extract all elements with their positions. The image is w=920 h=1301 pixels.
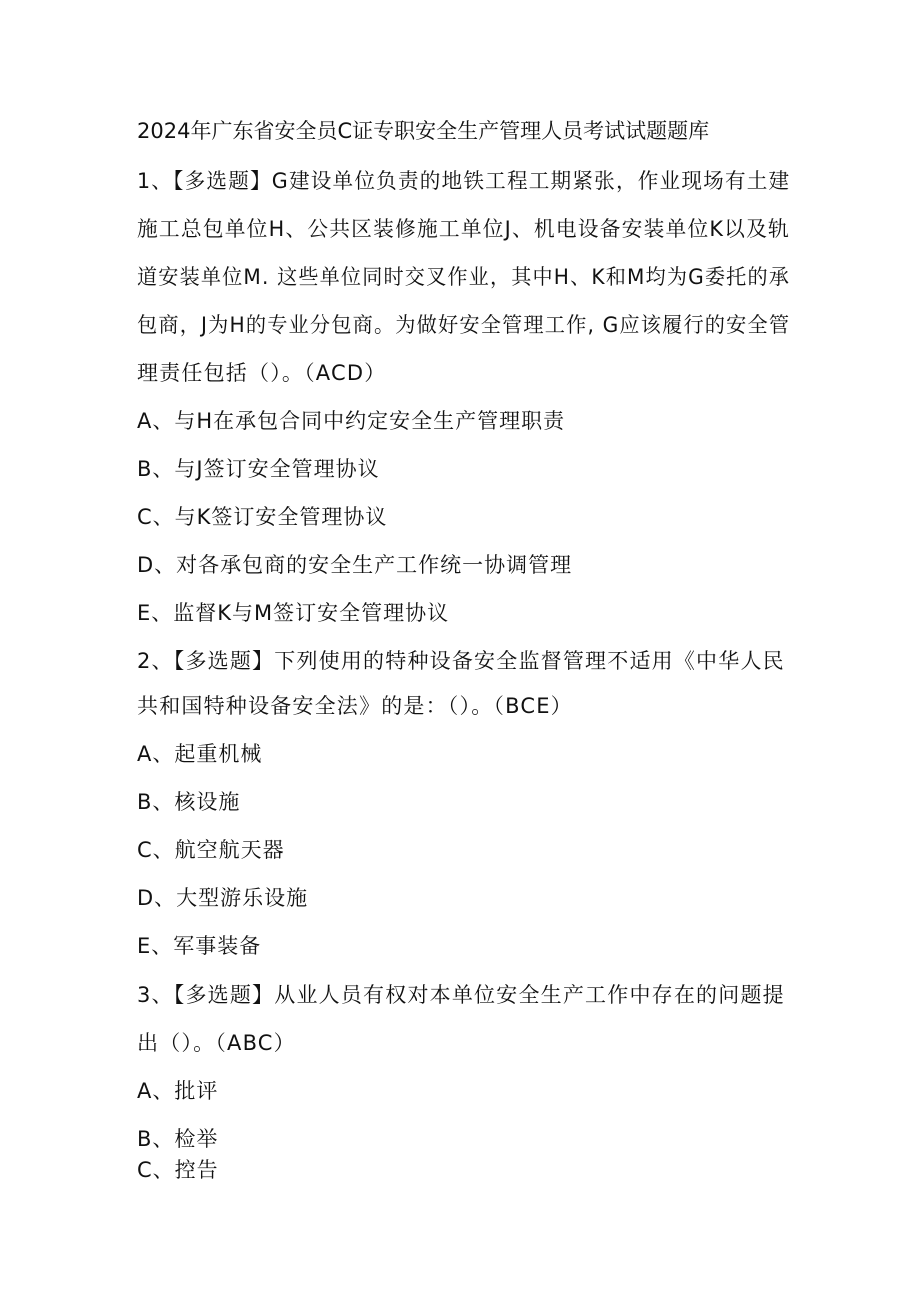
document-title: 2024年广东省安全员C证专职安全生产管理人员考试试题题库 bbox=[137, 119, 710, 143]
question-2-option-b: B、核设施 bbox=[137, 790, 241, 814]
question-1-line-1: 1、【多选题】G建设单位负责的地铁工程工期紧张，作业现场有土建 bbox=[137, 169, 791, 193]
question-3-line-1: 3、【多选题】从业人员有权对本单位安全生产工作中存在的问题提 bbox=[137, 983, 785, 1007]
question-1-option-e: E、监督K与M签订安全管理协议 bbox=[137, 601, 450, 625]
question-1-line-2: 施工总包单位H、公共区装修施工单位J、机电设备安装单位K以及轨 bbox=[137, 217, 790, 241]
question-2-option-d: D、大型游乐设施 bbox=[137, 886, 309, 910]
question-3-option-a: A、批评 bbox=[137, 1079, 219, 1103]
question-2-option-c: C、航空航天器 bbox=[137, 838, 285, 862]
question-1-line-4: 包商，J为H的专业分包商。为做好安全管理工作, G应该履行的安全管 bbox=[137, 313, 791, 337]
question-3-option-c: C、控告 bbox=[137, 1158, 219, 1182]
question-2-line-1: 2、【多选题】下列使用的特种设备安全监督管理不适用《中华人民 bbox=[137, 649, 785, 673]
question-3-line-2: 出（）。（ABC） bbox=[137, 1031, 296, 1055]
question-1-option-c: C、与K签订安全管理协议 bbox=[137, 505, 388, 529]
question-1-option-d: D、对各承包商的安全生产工作统一协调管理 bbox=[137, 553, 573, 577]
question-3-option-b: B、检举 bbox=[137, 1127, 219, 1151]
question-2-line-2: 共和国特种设备安全法》的是：（）。（BCE） bbox=[137, 694, 573, 718]
question-1-line-3: 道安装单位M. 这些单位同时交叉作业，其中H、K和M均为G委托的承 bbox=[137, 265, 791, 289]
question-1-line-5: 理责任包括（）。（ACD） bbox=[137, 361, 387, 385]
question-2-option-e: E、军事装备 bbox=[137, 934, 262, 958]
question-1-option-a: A、与H在承包合同中约定安全生产管理职责 bbox=[137, 409, 566, 433]
question-2-option-a: A、起重机械 bbox=[137, 742, 263, 766]
question-1-option-b: B、与J签订安全管理协议 bbox=[137, 457, 380, 481]
